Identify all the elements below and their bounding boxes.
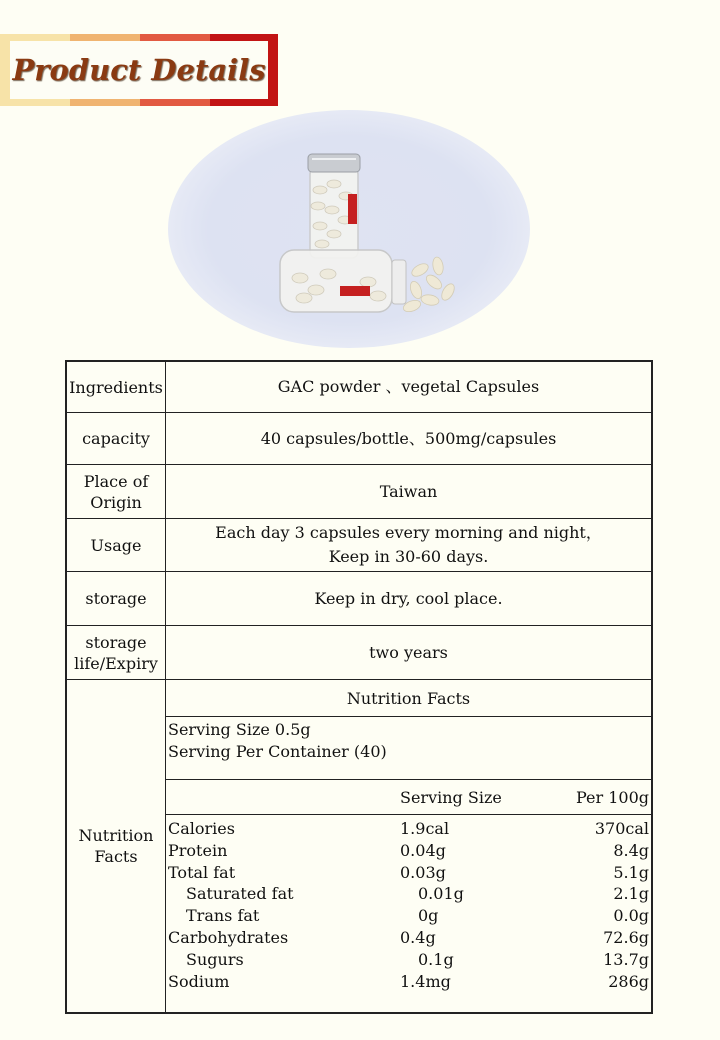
nutrient-row (166, 883, 651, 905)
table-row (67, 362, 651, 413)
nutrient-row (166, 818, 651, 840)
row-label (67, 465, 166, 518)
row-label-line: storage (85, 632, 147, 652)
nutrient-serving: 0.04g (400, 840, 446, 860)
table-row (67, 626, 651, 680)
row-label: Usage (67, 519, 166, 571)
page-title: Product Details (12, 53, 266, 87)
nutrition-facts-panel (166, 680, 651, 1012)
row-label: Ingredients (67, 362, 166, 412)
row-value (166, 519, 651, 571)
nutrient-serving: 0.4g (400, 927, 436, 947)
col-per100-header: Per 100g (575, 787, 649, 807)
row-value: GAC powder 、vegetal Capsules (277, 377, 540, 396)
nutrient-row (166, 949, 651, 971)
nutrient-row (166, 971, 651, 993)
row-label: storage (67, 572, 166, 625)
row-value-line: Keep in 30-60 days. (328, 547, 489, 566)
table-row (67, 413, 651, 465)
row-label-line: Facts (94, 847, 138, 867)
nutrition-list (166, 815, 651, 1012)
nutrient-name: Saturated fat (186, 884, 294, 904)
row-value: two years (369, 642, 448, 662)
table-row (67, 519, 651, 572)
nutrition-column-headers (166, 780, 651, 815)
serving-info (166, 717, 651, 780)
nutrient-per100: 286g (608, 971, 649, 991)
nutrient-per100: 2.1g (613, 884, 649, 904)
nutrient-row (166, 927, 651, 949)
nutrient-serving: 1.4mg (400, 971, 451, 991)
row-value: Keep in dry, cool place. (314, 588, 503, 608)
nutrient-per100: 370cal (594, 819, 649, 838)
nutrient-row (166, 840, 651, 862)
table-row (67, 572, 651, 626)
nutrient-serving: 1.9cal (400, 819, 450, 838)
product-photo (168, 110, 530, 348)
row-value: 40 capsules/bottle、500mg/capsules (260, 428, 557, 448)
row-label (67, 626, 166, 679)
nutrient-name: Sodium (168, 971, 230, 991)
nutrition-heading: Nutrition Facts (166, 680, 651, 717)
row-value: Taiwan (379, 481, 438, 501)
nutrient-per100: 72.6g (603, 927, 649, 947)
col-serving-header: Serving Size (400, 787, 502, 807)
row-value-line: Each day 3 capsules every morning and night， (215, 523, 602, 542)
product-details-table (65, 360, 653, 1014)
nutrient-serving: 0g (418, 906, 439, 926)
row-label-line: Origin (90, 492, 142, 512)
nutrient-name: Calories (168, 819, 235, 838)
nutrient-name: Trans fat (186, 906, 260, 926)
nutrient-serving: 0.01g (418, 884, 464, 904)
header-banner (0, 34, 278, 106)
row-label-line: life/Expiry (74, 653, 158, 673)
nutrient-name: Total fat (168, 862, 236, 882)
nutrient-per100: 0.0g (613, 906, 649, 926)
nutrient-name: Sugurs (186, 949, 244, 969)
nutrient-name: Carbohydrates (168, 927, 289, 947)
nutrient-row (166, 862, 651, 884)
banner-title-box (10, 41, 268, 99)
row-label-line: Place of (83, 471, 149, 491)
serving-per-container: Serving Per Container (40) (168, 742, 387, 761)
row-label: capacity (67, 413, 166, 464)
row-label-line: Nutrition (78, 826, 154, 846)
nutrient-serving: 0.1g (418, 949, 454, 969)
nutrient-per100: 8.4g (613, 840, 649, 860)
nutrient-per100: 5.1g (613, 862, 649, 882)
table-row (67, 465, 651, 519)
nutrient-serving: 0.03g (400, 862, 446, 882)
row-label (67, 680, 166, 1012)
serving-size: Serving Size 0.5g (168, 720, 311, 739)
capsule-bottles-image (168, 110, 530, 348)
nutrient-row (166, 905, 651, 927)
nutrition-row (67, 680, 651, 1012)
nutrient-per100: 13.7g (603, 949, 649, 969)
nutrient-name: Protein (168, 840, 228, 860)
